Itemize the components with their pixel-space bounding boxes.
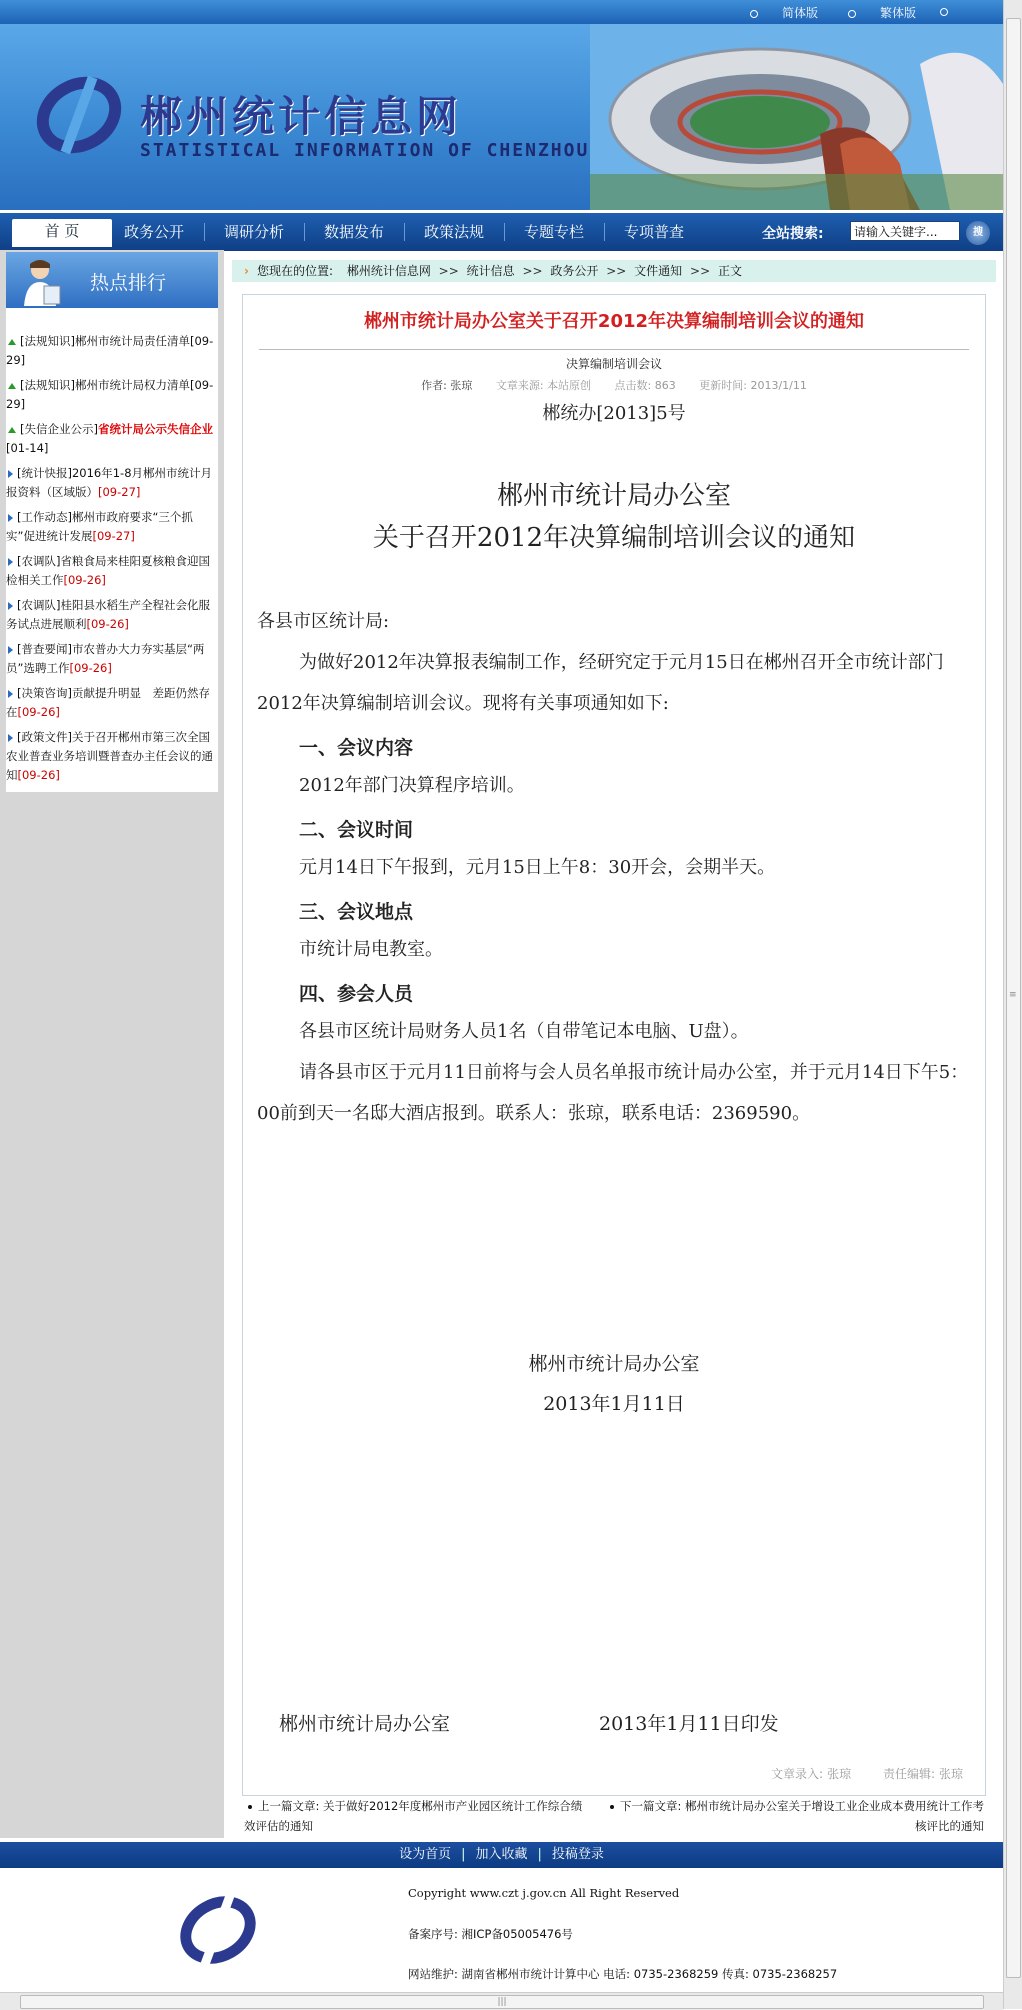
source-value: 本站原创 <box>547 379 592 392</box>
section-4-body: 各县市区统计局财务人员1名（自带笔记本电脑、U盘）。 <box>299 1021 749 1042</box>
salutation: 各县市区统计局: <box>257 611 390 632</box>
search-input[interactable]: 请输入关键字... <box>850 221 960 241</box>
hot-item-date: [09-26] <box>17 705 60 719</box>
clicks-label: 点击数: <box>614 379 652 392</box>
right-arrow-icon <box>8 558 13 566</box>
source-label: 文章来源: <box>495 379 544 392</box>
hot-item-date: [09-26] <box>17 768 60 782</box>
hot-item-date: [09-26] <box>86 617 129 631</box>
left-sidebar <box>0 250 224 1838</box>
horizontal-scrollbar[interactable] <box>0 1992 1003 2010</box>
author-label: 作者: <box>421 379 447 392</box>
circle-icon <box>848 10 856 18</box>
hot-item-title: [政策文件]关于召开郴州市第三次全国农业普查业务培训暨普查办主任会议的通知 <box>6 730 213 782</box>
entry-label: 文章录入: <box>771 1767 824 1781</box>
prev-label: 上一篇文章: <box>258 1799 320 1813</box>
person-icon <box>20 256 64 306</box>
stadium-image <box>590 24 1003 210</box>
add-favorite-link[interactable]: 加入收藏 <box>475 1847 528 1862</box>
nav-data-release[interactable]: 数据发布 <box>323 223 384 241</box>
icp-text: 备案序号: 湘ICP备05005476号 <box>408 1927 573 1941</box>
footer-divider: | <box>461 1847 466 1862</box>
signature-date: 2013年1月11日 <box>543 1393 685 1415</box>
breadcrumb-separator: >> <box>690 264 711 278</box>
section-4-heading: 四、参会人员 <box>299 983 414 1005</box>
main-nav <box>0 210 1003 251</box>
signature-org: 郴州市统计局办公室 <box>528 1353 700 1375</box>
section-1-heading: 一、会议内容 <box>299 737 414 759</box>
author-value: 张琼 <box>450 379 473 392</box>
hot-ranking-item[interactable] <box>6 332 218 370</box>
search-button[interactable]: 搜 <box>966 221 990 245</box>
simplified-version-link[interactable]: 简体版 <box>750 4 818 21</box>
breadcrumb-label: 您现在的位置: <box>256 264 333 278</box>
top-strip <box>0 0 1003 24</box>
intro-paragraph: 为做好2012年决算报表编制工作，经研究定于元月15日在郴州召开全市统计部门2012年决算编制培训会议。现将有关事项通知如下: <box>257 652 944 714</box>
hot-item-date: [09-29] <box>6 378 214 411</box>
clicks-value: 863 <box>654 379 676 392</box>
hot-ranking-item[interactable] <box>6 684 218 722</box>
entry-value: 张琼 <box>827 1767 852 1781</box>
up-arrow-icon <box>8 427 16 433</box>
hot-item-title: [工作动态]郴州市政府要求“三个抓实”促进统计发展 <box>6 510 193 543</box>
doc-heading-line2: 关于召开2012年决算编制培训会议的通知 <box>372 523 856 553</box>
hot-item-date: [09-26] <box>63 573 106 587</box>
hot-ranking-list <box>6 332 218 791</box>
prev-next-links <box>244 1796 984 1836</box>
hot-item-date: [09-27] <box>98 485 141 499</box>
breadcrumb-item[interactable]: 文件通知 <box>634 264 683 278</box>
document-number: 郴统办[2013]5号 <box>542 403 686 424</box>
vertical-scrollbar[interactable] <box>1003 0 1022 2009</box>
next-label: 下一篇文章: <box>619 1799 682 1813</box>
article <box>242 294 986 1796</box>
breadcrumb-item: 正文 <box>717 264 742 278</box>
hot-item-category: [失信企业公示] <box>20 422 98 436</box>
hot-ranking-item[interactable] <box>6 508 218 546</box>
breadcrumb <box>232 260 996 282</box>
editor-label: 责任编辑: <box>882 1767 935 1781</box>
section-3-body: 市统计局电教室。 <box>299 939 443 960</box>
footer <box>0 1868 1003 1992</box>
doc-heading-line1: 郴州市统计局办公室 <box>496 481 731 511</box>
section-1-body: 2012年部门决算程序培训。 <box>299 775 525 796</box>
footer-logo-icon <box>176 1888 260 1972</box>
up-arrow-icon <box>8 383 16 389</box>
circle-icon <box>940 8 948 16</box>
submit-login-link[interactable]: 投稿登录 <box>551 1847 604 1862</box>
right-arrow-icon <box>8 690 13 698</box>
hot-ranking-item[interactable] <box>6 640 218 678</box>
footer-divider: | <box>537 1847 542 1862</box>
article-subtitle: 决算编制培训会议 <box>565 357 662 371</box>
breadcrumb-item[interactable]: 统计信息 <box>466 264 515 278</box>
hot-ranking-title: 热点排行 <box>90 272 167 294</box>
hot-item-title: [决策咨询]贡献提升明显 差距仍然存在 <box>6 686 210 719</box>
breadcrumb-item[interactable]: 郴州统计信息网 <box>346 264 431 278</box>
footer-links <box>0 1842 1003 1868</box>
traditional-version-link[interactable]: 繁体版 <box>848 4 916 21</box>
prev-article-link[interactable]: 关于做好2012年度郴州市产业园区统计工作综合绩效评估的通知 <box>244 1799 583 1833</box>
hot-item-date: [09-27] <box>92 529 135 543</box>
hot-ranking-item[interactable] <box>6 376 218 414</box>
site-title-en: STATISTICAL INFORMATION OF CHENZHOU <box>140 140 590 161</box>
breadcrumb-item[interactable]: 政务公开 <box>550 264 599 278</box>
hot-ranking-header <box>6 252 218 308</box>
up-arrow-icon <box>8 339 16 345</box>
nav-policies[interactable]: 政策法规 <box>423 223 484 241</box>
hot-ranking-panel <box>6 252 218 792</box>
circle-icon <box>750 10 758 18</box>
right-arrow-icon <box>8 734 13 742</box>
hot-item-title: [农调队]省粮食局来桂阳夏核粮食迎国检相关工作 <box>6 554 210 587</box>
nav-research-analysis[interactable]: 调研分析 <box>223 223 284 241</box>
editors-line <box>743 1765 963 1782</box>
hot-ranking-item[interactable] <box>6 552 218 590</box>
right-arrow-icon <box>8 470 13 478</box>
set-homepage-link[interactable]: 设为首页 <box>399 1847 452 1862</box>
hot-item-title: [法规知识]郴州市统计局责任清单 <box>20 334 190 348</box>
title-divider <box>259 349 969 350</box>
hot-item-title: 省统计局公示失信企业 <box>97 422 213 436</box>
right-arrow-icon <box>8 514 13 522</box>
print-org: 郴州市统计局办公室 <box>279 1713 451 1735</box>
breadcrumb-separator: >> <box>606 264 627 278</box>
breadcrumb-separator: >> <box>438 264 459 278</box>
search-label: 全站搜索: <box>762 226 824 242</box>
nav-government-affairs[interactable]: 政务公开 <box>123 223 184 241</box>
hot-ranking-item[interactable] <box>6 420 218 458</box>
section-2-body: 元月14日下午报到，元月15日上午8：30开会，会期半天。 <box>299 857 776 878</box>
hot-item-date: [09-29] <box>6 334 214 367</box>
section-2-heading: 二、会议时间 <box>299 819 414 841</box>
hot-item-title: [统计快报]2016年1-8月郴州市统计月报资料（区域版） <box>6 466 213 499</box>
header-banner <box>0 24 1003 210</box>
updated-value: 2013/1/11 <box>750 379 807 392</box>
print-date: 2013年1月11日印发 <box>599 1713 779 1735</box>
hot-item-date: [09-26] <box>69 661 112 675</box>
site-title-cn: 郴州统计信息网 <box>140 92 463 141</box>
article-meta <box>243 377 985 393</box>
arrow-icon: › <box>244 264 249 278</box>
article-title: 郴州市统计局办公室关于召开2012年决算编制培训会议的通知 <box>363 311 865 332</box>
site-logo-icon <box>34 70 124 160</box>
editor-value: 张琼 <box>938 1767 963 1781</box>
nav-special-topics[interactable]: 专题专栏 <box>523 223 584 241</box>
hot-item-title: [普查要闻]市农普办大力夯实基层“两员”选聘工作 <box>6 642 205 675</box>
hot-item-title: [法规知识]郴州市统计局权力清单 <box>20 378 190 392</box>
hot-item-date: [01-14] <box>6 441 49 455</box>
scrollbar-thumb[interactable]: ||| <box>20 1995 984 2009</box>
nav-home[interactable]: 首 页 <box>12 219 112 247</box>
copyright-text: Copyright www.czt j.gov.cn All Right Reserved <box>408 1886 680 1900</box>
right-arrow-icon <box>8 602 13 610</box>
hot-ranking-item[interactable] <box>6 596 218 634</box>
updated-label: 更新时间: <box>699 379 747 392</box>
hot-ranking-item[interactable] <box>6 464 218 502</box>
bullet-icon <box>610 1805 614 1809</box>
closing-paragraph: 请各县市区于元月11日前将与会人员名单报市统计局办公室，并于元月14日下午5：00前到天一名邸大酒店报到。联系人：张琼，联系电话：2369590。 <box>257 1062 969 1124</box>
scrollbar-grip: ≡ <box>1009 990 1017 1000</box>
section-3-heading: 三、会议地点 <box>299 901 414 923</box>
hot-ranking-item[interactable] <box>6 728 218 785</box>
bullet-icon <box>248 1805 252 1809</box>
maintenance-text: 网站维护: 湖南省郴州市统计计算中心 电话: 0735-2368259 传真: 0735-2368257 <box>408 1967 838 1981</box>
hot-item-title: [农调队]桂阳县水稻生产全程社会化服务试点进展顺利 <box>6 598 210 631</box>
next-article-link[interactable]: 郴州市统计局办公室关于增设工业企业成本费用统计工作考核评比的通知 <box>685 1799 984 1833</box>
nav-census[interactable]: 专项普查 <box>623 223 684 241</box>
right-arrow-icon <box>8 646 13 654</box>
breadcrumb-separator: >> <box>522 264 543 278</box>
